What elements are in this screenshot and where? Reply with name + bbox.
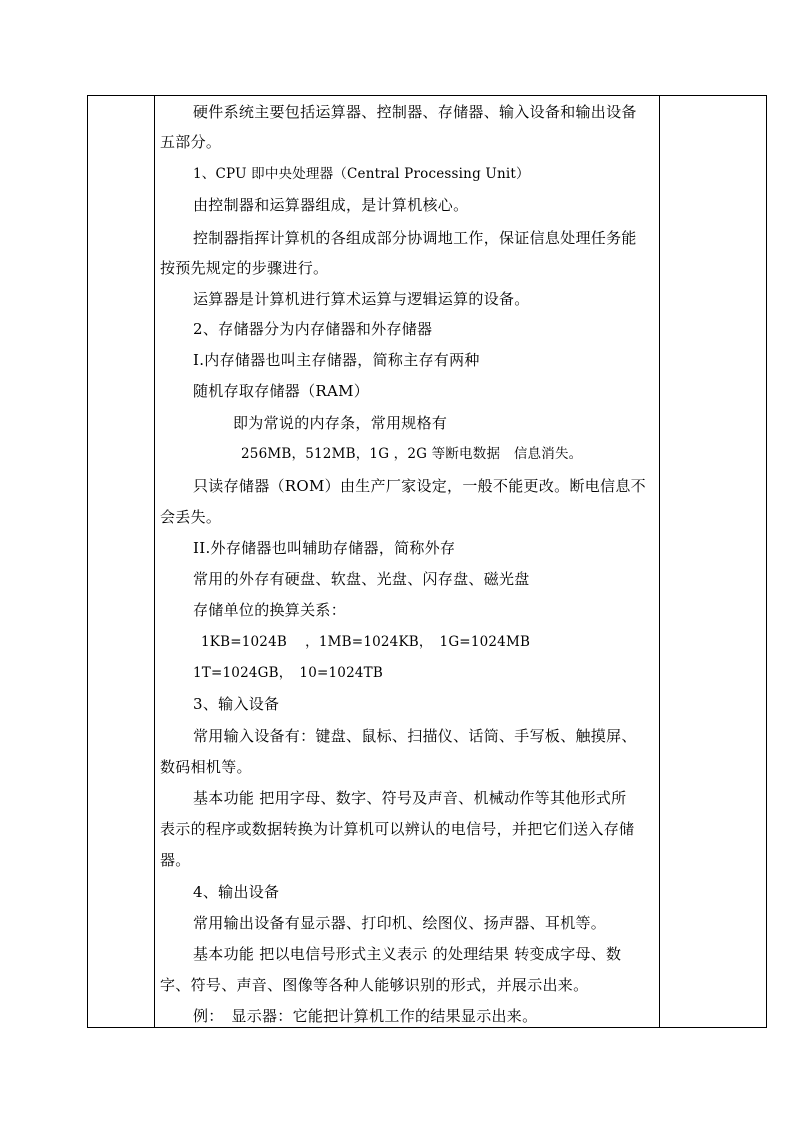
paragraph-line: 五部分。 (160, 133, 222, 151)
paragraph-line: I.内存储器也叫主存储器，简称主存有两种 (193, 351, 480, 369)
paragraph-line: 基本功能 把用字母、数字、符号及声音、机械动作等其他形式所 (193, 789, 627, 807)
column-divider-left (154, 96, 155, 1027)
paragraph-line: 1T=1024GB， 10=1024TB (193, 665, 383, 681)
section-heading-memory: 2、存储器分为内存储器和外存储器 (193, 320, 433, 338)
paragraph-line: 随机存取存储器（RAM） (193, 382, 370, 400)
section-heading-input: 3、输入设备 (193, 695, 280, 713)
paragraph-line: 会丢失。 (160, 508, 222, 526)
paragraph-line: 器。 (160, 851, 191, 869)
paragraph-line: 基本功能 把以电信号形式主义表示 的处理结果 转变成字母、数 (193, 945, 622, 963)
paragraph-line: 常用输入设备有：键盘、鼠标、扫描仪、话筒、手写板、触摸屏、 (193, 727, 637, 745)
section-heading-output: 4、输出设备 (193, 883, 280, 901)
paragraph-line: 表示的程序或数据转换为计算机可以辨认的电信号，并把它们送入存储 (160, 820, 635, 838)
paragraph-line: II.外存储器也叫辅助存储器，简称外存 (193, 539, 456, 557)
paragraph-line: 即为常说的内存条，常用规格有 (233, 414, 448, 432)
column-divider-right (659, 96, 660, 1027)
paragraph-line: 常用的外存有硬盘、软盘、光盘、闪存盘、磁光盘 (193, 570, 530, 588)
paragraph-line: 只读存储器（ROM）由生产厂家设定，一般不能更改。断电信息不 (193, 477, 646, 495)
paragraph-line: 硬件系统主要包括运算器、控制器、存储器、输入设备和输出设备 (193, 103, 637, 121)
paragraph-line: 1KB=1024B ，1MB=1024KB， 1G=1024MB (201, 634, 531, 650)
paragraph-line: 常用输出设备有显示器、打印机、绘图仪、扬声器、耳机等。 (193, 914, 607, 932)
paragraph-line: 运算器是计算机进行算术运算与逻辑运算的设备。 (193, 290, 530, 308)
paragraph-line: 字、符号、声音、图像等各种人能够识别的形式，并展示出来。 (160, 976, 589, 994)
section-heading-cpu: 1、CPU 即中央处理器（Central Processing Unit） (193, 166, 530, 182)
paragraph-line: 例： 显示器：它能把计算机工作的结果显示出来。 (193, 1007, 538, 1025)
paragraph-line: 存储单位的换算关系： (193, 601, 347, 619)
paragraph-line: 由控制器和运算器组成，是计算机核心。 (193, 196, 469, 214)
paragraph-line: 256MB，512MB，1G ，2G 等断电数据 信息消失。 (241, 446, 583, 462)
paragraph-line: 控制器指挥计算机的各组成部分协调地工作，保证信息处理任务能 (193, 229, 637, 247)
paragraph-line: 按预先规定的步骤进行。 (160, 259, 329, 277)
paragraph-line: 数码相机等。 (160, 758, 252, 776)
